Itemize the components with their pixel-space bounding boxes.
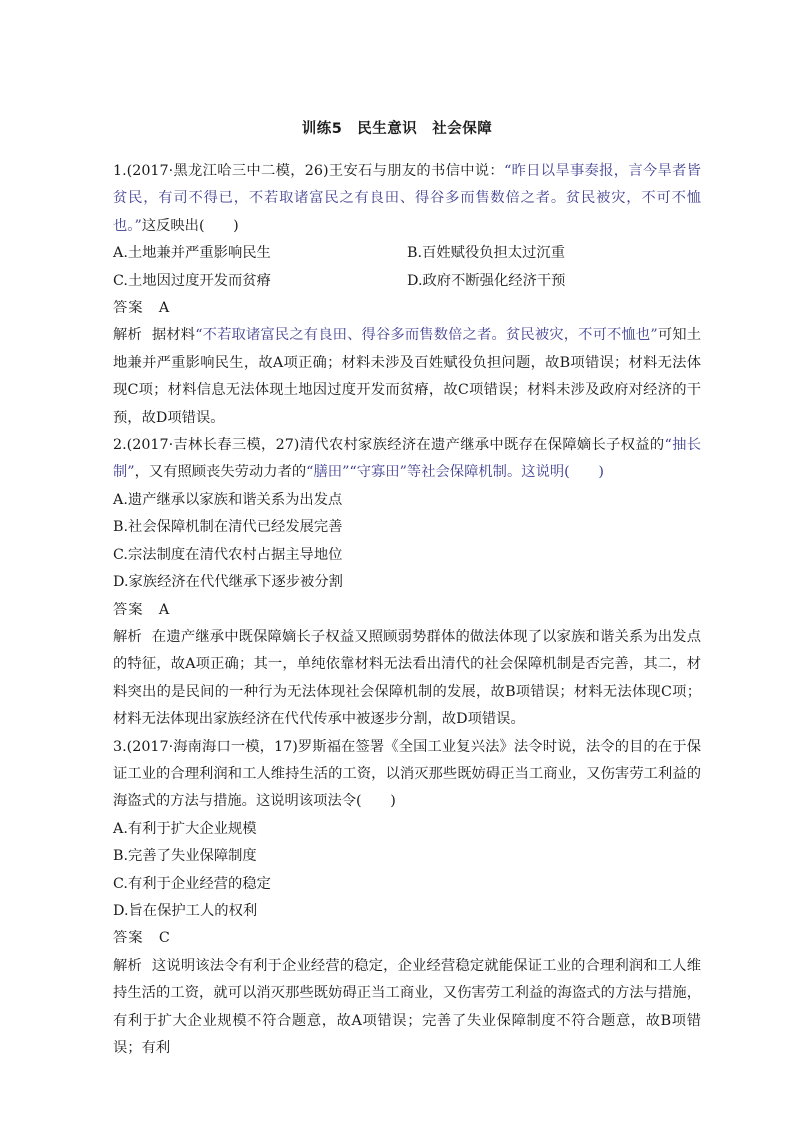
analysis-label: 解析 [113, 957, 142, 974]
question-2-option-b: B.社会保障机制在清代已经发展完善 [113, 519, 343, 536]
question-3-stem: 3.(2017·海南海口一模，17)罗斯福在签署《全国工业复兴法》法令时说，法令的目的在于保证工业的合理利润和工人维持生活的工资，以消灭那些既妨碍正当工商业，又伤害劳工利益的海盗式的方法与措施。这说明该项法令( ) [113, 738, 701, 810]
question-1-answer: 答案 A [113, 300, 171, 317]
analysis-text: 这说明该法令有利于企业经营的稳定，企业经营稳定就能保证工业的合理利润和工人维持生活的工资，就可以消灭那些既妨碍正当工商业，又伤害劳工利益的海盗式的方法与措施，有利于扩大企业规模不符合题意，故A项错误；完善了失业保障制度不符合题意，故B项错误；有利 [113, 957, 702, 1056]
question-2-answer: 答案 A [113, 601, 171, 618]
question-2-stem-mid: ，又有照顾丧失劳动力者的 [134, 464, 307, 481]
question-1-options [113, 240, 701, 295]
question-1-quote: “昨日以旱事奏报，言今旱者皆贫民，有司不得已，不若取诸富民之有良田、得谷多而售数倍之者。贫民被灾，不可不恤也。” [113, 163, 701, 234]
page-title: 训练5 民生意识 社会保障 [301, 121, 493, 137]
analysis-label: 解析 [113, 327, 142, 344]
question-3-option-b: B.完善了失业保障制度 [113, 848, 257, 865]
question-2-quote-2: “膳田”“守寡田” [306, 464, 407, 481]
question-3-answer: 答案 C [113, 930, 171, 947]
question-3-option-d: D.旨在保护工人的权利 [113, 902, 258, 919]
question-2-quote-1: “抽长制” [113, 437, 701, 481]
question-1-option-b: B.百姓赋役负担太过沉重 [407, 245, 566, 262]
question-3-analysis [113, 953, 701, 1063]
question-1-analysis-quote: “不若取诸富民之有良田、得谷多而售数倍之者。贫民被灾，不可不恤也” [195, 327, 658, 344]
analysis-text: 在遗产继承中既保障嫡长子权益又照顾弱势群体的做法体现了以家族和谐关系为出发点的特征，故A项正确；其一，单纯依靠材料无法看出清代的社会保障机制是否完善，其二，材料突出的是民间的一种行为无法体现社会保障机制的发展，故B项错误；材料无法体现C项；材料无法体现出家族经济在代代传承中被逐步分割，故D项错误。 [113, 628, 702, 728]
question-2-option-a: A.遗产继承以家族和谐关系为出发点 [113, 491, 343, 508]
question-1-option-d: D.政府不断强化经济干预 [407, 272, 566, 289]
question-1-stem [113, 158, 701, 240]
question-1-stem-tail: 这反映出( ) [141, 217, 239, 234]
question-3-option-a: A.有利于扩大企业规模 [113, 820, 257, 837]
question-1-option-c: C.土地因过度开发而贫瘠 [113, 272, 271, 289]
analysis-label: 解析 [113, 628, 142, 645]
question-2-analysis [113, 624, 701, 734]
question-3-option-c: C.有利于企业经营的稳定 [113, 875, 271, 892]
question-2-option-c: C.宗法制度在清代农村占据主导地位 [113, 546, 343, 563]
question-2-stem [113, 432, 701, 487]
question-list [113, 158, 701, 1062]
question-2-stem-tail: 等社会保障机制。这说明( ) [406, 464, 604, 481]
question-1-analysis [113, 322, 701, 432]
question-2-stem-lead: 2.(2017·吉林长春三模，27)清代农村家族经济在遗产继承中既存在保障嫡长子权益的 [113, 437, 665, 454]
question-2-option-d: D.家族经济在代代继承下逐步被分割 [113, 574, 343, 591]
question-1-stem-lead: 1.(2017·黑龙江哈三中二模，26)王安石与朋友的书信中说： [113, 163, 504, 179]
question-1-option-a: A.土地兼并严重影响民生 [113, 245, 271, 262]
analysis-tail: 可知土地兼并严重影响民生，故A项正确；材料未涉及百姓赋役负担问题，故B项错误；材料无法体现C项；材料信息无法体现土地因过度开发而贫瘠，故C项错误；材料未涉及政府对经济的干预，故D项错误。 [113, 327, 702, 426]
analysis-lead: 据材料 [151, 327, 196, 344]
